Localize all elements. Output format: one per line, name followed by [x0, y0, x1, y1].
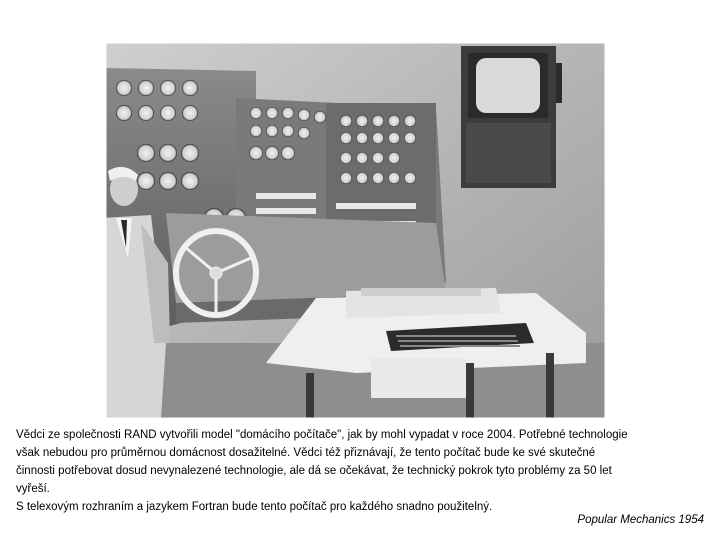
- caption-line: činnosti potřebovat dosud nevynalezené technologie, ale dá se očekávat, že technický pokrok tyto problémy za 50 let: [16, 465, 612, 477]
- caption-line: vyřeší.: [16, 483, 50, 495]
- source-citation: Popular Mechanics 1954: [577, 514, 704, 526]
- archival-photograph: [106, 43, 605, 418]
- caption-line: však nebudou pro průměrnou domácnost dosažitelné. Vědci též přiznávají, že tento počítač bude ke své skutečné: [16, 447, 596, 459]
- photo-caption: [16, 426, 706, 516]
- caption-line: S telexovým rozhraním a jazykem Fortran bude tento počítač pro každého snadno použitelný.: [16, 501, 493, 513]
- television-screen: [461, 46, 562, 188]
- caption-line: Vědci ze společnosti RAND vytvořili model "domácího počítače", jak by mohl vypadat v roce 2004. Potřebné technologie: [16, 429, 628, 441]
